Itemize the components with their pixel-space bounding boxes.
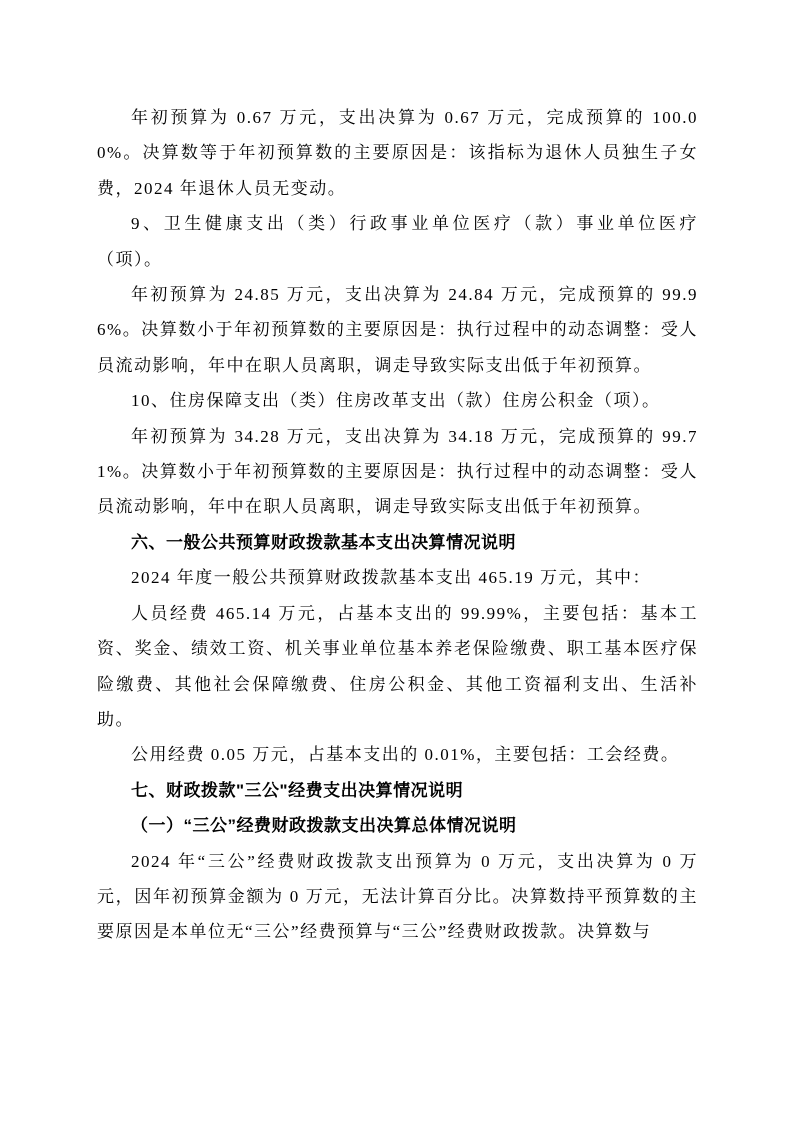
paragraph: 10、住房保障支出（类）住房改革支出（款）住房公积金（项）。 — [131, 391, 661, 411]
paragraph: 年初预算为 24.85 万元，支出决算为 24.84 万元，完成预算的 99.96%。决算数小于年初预算数的主要原因是：执行过程中的动态调整：受人员流动影响，年中在职人员离职，调走导致实际支出低于年初预算。 — [97, 285, 698, 375]
paragraph: 人员经费 465.14 万元，占基本支出的 99.99%，主要包括：基本工资、奖金、绩效工资、机关事业单位基本养老保险缴费、职工基本医疗保险缴费、其他社会保障缴费、住房公积金、其他工资福利支出、生活补助。 — [97, 603, 698, 729]
paragraph: 2024 年度一般公共预算财政拨款基本支出 465.19 万元，其中： — [131, 568, 651, 588]
paragraph: 公用经费 0.05 万元，占基本支出的 0.01%，主要包括：工会经费。 — [131, 745, 680, 765]
section-heading: 六、一般公共预算财政拨款基本支出决算情况说明 — [131, 532, 516, 552]
section-heading: 七、财政拨款"三公"经费支出决算情况说明 — [131, 780, 464, 800]
paragraph: 2024 年“三公”经费财政拨款支出预算为 0 万元，支出决算为 0 万元，因年初预算金额为 0 万元，无法计算百分比。决算数持平预算数的主要原因是本单位无“三公”经费预算与“三公”经费财政拨款。决算数与 — [97, 851, 698, 942]
document-body — [97, 100, 698, 950]
paragraph: 年初预算为 0.67 万元，支出决算为 0.67 万元，完成预算的 100.00%。决算数等于年初预算数的主要原因是：该指标为退休人员独生子女费，2024 年退休人员无变动。 — [97, 108, 698, 198]
paragraph: 年初预算为 34.28 万元，支出决算为 34.18 万元，完成预算的 99.71%。决算数小于年初预算数的主要原因是：执行过程中的动态调整：受人员流动影响，年中在职人员离职，调走导致实际支出低于年初预算。 — [97, 426, 698, 517]
paragraph: 9、卫生健康支出（类）行政事业单位医疗（款）事业单位医疗（项）。 — [97, 214, 698, 269]
section-heading: （一）“三公”经费财政拨款支出决算总体情况说明 — [131, 816, 517, 836]
